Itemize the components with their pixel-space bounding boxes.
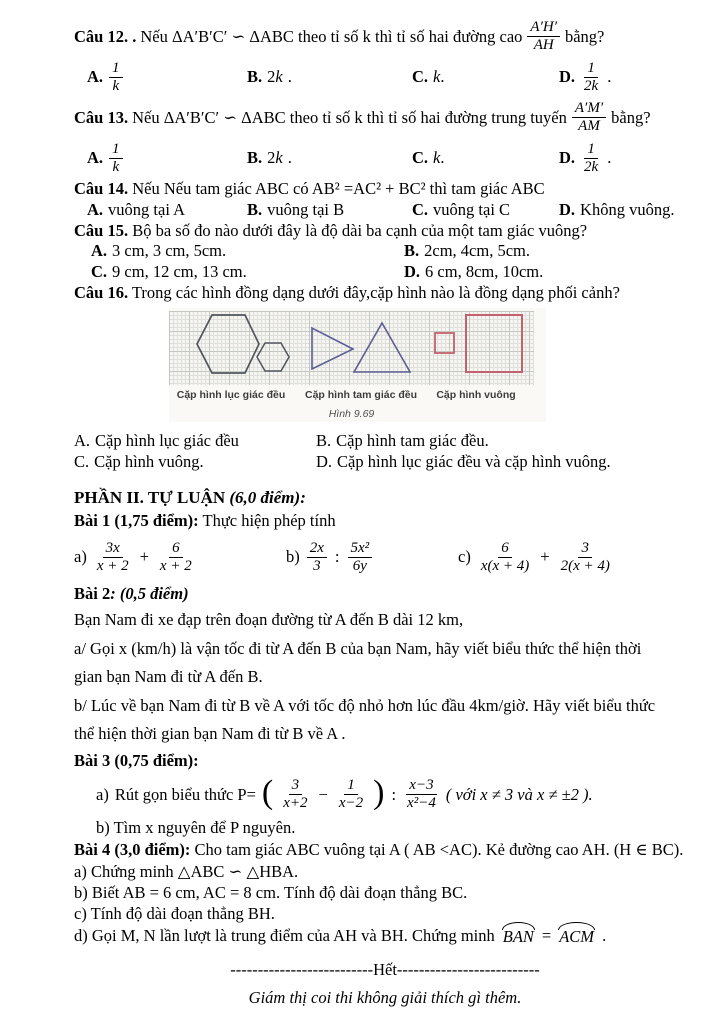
fraction-denominator: 2(x + 4)	[560, 557, 610, 574]
exercise-4-intro: Cho tam giác ABC vuông tại A ( AB <AC). Kẻ đường cao AH. (H ∈ BC).	[194, 839, 684, 859]
item-label: a)	[96, 784, 109, 804]
option-letter: B.	[247, 148, 263, 167]
option-letter: A.	[91, 241, 108, 260]
item-label: a)	[74, 547, 87, 566]
exercise-1-text: Thực hiện phép tính	[202, 511, 336, 530]
figure-caption: Hình 9.69	[328, 408, 375, 420]
option-letter: C.	[412, 67, 429, 86]
fraction	[93, 540, 133, 575]
option-b	[247, 57, 412, 97]
figure-labels	[169, 389, 546, 404]
option-letter: D.	[316, 452, 333, 471]
item-label: c)	[458, 547, 471, 566]
option-letter: B.	[316, 431, 332, 450]
fraction-numerator: 3	[578, 540, 592, 558]
operator: :	[334, 547, 340, 566]
exercise-2-line-4: b/ Lúc về bạn Nam đi từ B về A với tốc độ nhỏ hơn lúc đầu 4km/giờ. Hãy viết biểu thức	[74, 695, 656, 715]
exercise-4-item-a: a) Chứng minh △ABC ∽ △HBA.	[74, 861, 299, 881]
option-letter: D.	[559, 148, 576, 167]
exercise-2-points: : (0,5 điểm)	[110, 584, 189, 603]
item-label: b)	[286, 547, 300, 566]
fraction-denominator: x + 2	[159, 557, 192, 574]
option-c	[412, 57, 559, 97]
fraction	[335, 777, 367, 812]
option-a	[87, 138, 247, 178]
option-a	[87, 199, 247, 220]
option-text: Cặp hình vuông.	[94, 452, 204, 471]
question-15-options-row-2	[74, 262, 696, 283]
option-letter: A.	[87, 67, 104, 86]
grid-paper	[169, 311, 534, 385]
part-2-points: (6,0 điểm):	[229, 488, 306, 507]
fraction-numerator: 3x	[103, 540, 123, 558]
option-text: vuông tại B	[267, 199, 345, 219]
option-text: Cặp hình lục giác đều	[95, 431, 239, 450]
option-text: Cặp hình tam giác đều.	[336, 431, 489, 450]
question-14-text: Nếu Nếu tam giác ABC có AB² =AC² + BC² thì tam giác ABC	[132, 179, 545, 198]
fraction-denominator: x−2	[338, 795, 364, 811]
fraction-numerator: 1	[344, 777, 358, 795]
fraction-denominator: k	[112, 77, 120, 94]
exercise-4-item-b: b) Biết AB = 6 cm, AC = 8 cm. Tính độ dài đoạn thẳng BC.	[74, 882, 468, 902]
fraction-numerator: A′H′	[527, 19, 560, 37]
figure-shapes	[169, 311, 534, 385]
exercise-2	[74, 582, 696, 606]
option-text: Không vuông.	[580, 199, 675, 219]
exercise-3-item-a	[74, 773, 696, 817]
fraction-numerator: 6	[169, 540, 183, 558]
fraction-numerator: 1	[584, 60, 598, 78]
option-letter: A.	[87, 199, 104, 219]
fraction	[403, 777, 440, 812]
fraction	[306, 540, 328, 575]
division-colon: :	[391, 784, 397, 804]
period: .	[287, 148, 292, 167]
question-12-label: Câu 12. .	[74, 26, 137, 46]
option-letter: C.	[412, 148, 429, 167]
item-text: Rút gọn biểu thức P=	[114, 784, 256, 804]
fraction-1-2k	[580, 60, 602, 95]
option-letter: B.	[247, 67, 263, 86]
exercise-4	[74, 839, 696, 861]
option-value	[433, 148, 444, 168]
question-16-options-row-1	[74, 430, 696, 451]
question-14	[74, 178, 696, 199]
fraction-am	[571, 100, 607, 135]
fraction-denominator: x + 2	[96, 557, 129, 574]
large-hexagon-shape	[197, 315, 259, 373]
option-letter: B.	[247, 199, 263, 219]
option-d	[559, 57, 696, 97]
fraction-numerator: 5x²	[348, 540, 373, 558]
small-square-shape	[435, 333, 454, 353]
option-a	[74, 430, 316, 451]
close-paren: )	[373, 774, 385, 812]
fraction-numerator: 1	[584, 141, 598, 159]
option-text: vuông tại C	[433, 199, 511, 219]
option-letter: C.	[74, 452, 90, 471]
equals-sign: =	[541, 925, 552, 945]
fraction-denominator: AH	[533, 37, 554, 53]
option-letter: D.	[559, 67, 576, 86]
variable: k	[275, 67, 283, 86]
variable: k	[433, 148, 441, 167]
option-value	[433, 67, 444, 87]
exercise-2-line-5: thể hiện thời gian bạn Nam đi từ B về A .	[74, 724, 346, 743]
exercise-4-item-c: c) Tính độ dài đoạn thẳng BH.	[74, 903, 275, 923]
fraction-numerator: 1	[109, 141, 123, 159]
question-13-text-after: bằng?	[611, 107, 651, 127]
option-b	[247, 199, 412, 220]
fraction-numerator: A′M′	[572, 100, 606, 118]
option-a	[87, 57, 247, 97]
question-12	[74, 16, 696, 57]
angle-acm: ACM	[559, 926, 595, 946]
option-b	[404, 241, 696, 262]
coefficient: 2	[267, 67, 276, 86]
fraction-denominator: x²−4	[407, 795, 436, 811]
option-b	[316, 430, 696, 451]
triangle-pair-label: Cặp hình tam giác đều	[304, 389, 417, 401]
option-d	[559, 138, 696, 178]
item-text: d) Gọi M, N lần lượt là trung điểm của AH và BH. Chứng minh	[74, 925, 495, 945]
fraction	[477, 540, 533, 575]
question-16-options-row-2	[74, 451, 696, 472]
option-text: Cặp hình lục giác đều và cặp hình vuông.	[337, 452, 611, 471]
option-d	[316, 451, 696, 472]
fraction-denominator: 2k	[584, 77, 599, 94]
fraction-denominator: x(x + 4)	[480, 557, 530, 574]
exercise-4-label: Bài 4 (3,0 điểm):	[74, 839, 191, 859]
fraction-1-k	[108, 60, 124, 95]
option-text: 6 cm, 8cm, 10cm.	[425, 261, 544, 281]
large-square-shape	[466, 315, 522, 372]
option-d	[404, 262, 696, 283]
fraction-1-k	[108, 141, 124, 176]
question-15	[74, 220, 696, 241]
exercise-1	[74, 510, 696, 532]
option-value	[267, 148, 283, 168]
fraction-denominator: 2k	[584, 158, 599, 175]
fraction-denominator: 3	[313, 557, 321, 574]
angle-ban: BAN	[502, 926, 534, 946]
expression-b	[286, 540, 458, 575]
exercise-2-line-3: gian bạn Nam đi từ A đến B.	[74, 667, 263, 686]
proctor-note: Giám thị coi thi không giải thích gì thêm.	[248, 987, 522, 1007]
period: .	[287, 67, 292, 86]
option-c	[412, 138, 559, 178]
fraction-numerator: 2x	[307, 540, 327, 558]
question-13-text: Nếu ΔA′B′C′ ∽ ΔABC theo tỉ số k thì tỉ số hai đường trung tuyến	[132, 107, 567, 127]
exercise-3-label: Bài 3 (0,75 điểm):	[74, 750, 199, 770]
fraction-denominator: k	[112, 158, 120, 175]
period: .	[440, 148, 445, 167]
figure-hinh-9-69	[169, 308, 546, 422]
question-15-text: Bộ ba số đo nào dưới đây là độ dài ba cạnh của một tam giác vuông?	[132, 221, 588, 240]
option-text: 9 cm, 12 cm, 13 cm.	[112, 261, 247, 281]
question-15-options-row-1	[74, 241, 696, 262]
condition-text: ( với x ≠ 3 và x ≠ ±2 ).	[445, 784, 593, 804]
exercise-1-expressions	[74, 534, 696, 580]
expression-c	[458, 540, 696, 575]
option-text: 3 cm, 3 cm, 5cm.	[112, 241, 227, 260]
question-16	[74, 282, 696, 303]
fraction	[557, 540, 614, 575]
question-16-label: Câu 16.	[74, 283, 129, 302]
fraction-numerator: 3	[289, 777, 303, 795]
option-text: 2cm, 4cm, 5cm.	[424, 241, 530, 260]
question-13-options	[74, 138, 696, 178]
fraction-numerator: x−3	[406, 777, 436, 795]
operator: +	[139, 547, 149, 566]
variable: k	[275, 148, 283, 167]
expression-a	[74, 540, 286, 575]
question-12-text: Nếu ΔA′B′C′ ∽ ΔABC theo tỉ số k thì tỉ số hai đường cao	[140, 26, 523, 46]
option-value	[267, 67, 283, 87]
question-13	[74, 97, 696, 138]
fraction-ah	[526, 19, 561, 54]
option-letter: A.	[74, 431, 91, 450]
equilateral-triangle-shape	[354, 323, 410, 372]
exercise-2-label: Bài 2	[74, 584, 111, 603]
question-16-text: Trong các hình đồng dạng dưới đây,cặp hình nào là đồng dạng phối cảnh?	[131, 283, 620, 302]
option-letter: A.	[87, 148, 104, 167]
question-15-label: Câu 15.	[74, 221, 129, 240]
small-hexagon-shape	[257, 343, 289, 371]
fraction-denominator: AM	[578, 118, 600, 134]
option-d	[559, 199, 696, 220]
exercise-1-label: Bài 1 (1,75 điểm):	[74, 511, 199, 530]
coefficient: 2	[267, 148, 276, 167]
option-letter: C.	[412, 199, 429, 219]
option-c	[91, 262, 404, 283]
fraction-numerator: 6	[498, 540, 512, 558]
option-text: vuông tại A	[108, 199, 186, 219]
question-14-label: Câu 14.	[74, 179, 129, 198]
fraction	[156, 540, 196, 575]
part-2-heading	[74, 486, 696, 510]
period: .	[607, 67, 612, 86]
period: .	[602, 925, 607, 945]
option-letter: D.	[404, 261, 421, 281]
fraction	[279, 777, 311, 812]
question-12-text-after: bằng?	[564, 26, 605, 46]
fraction	[347, 540, 374, 575]
exercise-3-item-b: b) Tìm x nguyên để P nguyên.	[96, 817, 296, 837]
option-letter: B.	[404, 241, 420, 260]
fraction-denominator: 6y	[352, 557, 367, 574]
option-letter: C.	[91, 261, 108, 281]
open-paren: (	[261, 774, 274, 812]
minus-operator: −	[318, 784, 328, 804]
operator: +	[540, 547, 550, 566]
question-13-label: Câu 13.	[74, 107, 129, 127]
variable: k	[433, 67, 441, 86]
hexagon-pair-label: Cặp hình lục giác đều	[176, 389, 286, 401]
fraction-numerator: 1	[109, 60, 123, 78]
right-pointing-triangle-shape	[312, 328, 353, 369]
period: .	[440, 67, 445, 86]
option-letter: D.	[559, 199, 576, 219]
period: .	[607, 148, 612, 167]
fraction-denominator: x+2	[283, 795, 308, 811]
exercise-2-line-1: Bạn Nam đi xe đạp trên đoạn đường từ A đến B dài 12 km,	[74, 610, 464, 629]
question-14-options	[74, 199, 696, 220]
exercise-2-line-2: a/ Gọi x (km/h) là vận tốc đi từ A đến B của bạn Nam, hãy viết biểu thức thể hiện thời	[74, 638, 642, 658]
option-b	[247, 138, 412, 178]
option-a	[91, 241, 404, 262]
option-c	[412, 199, 559, 220]
square-pair-label: Cặp hình vuông	[436, 389, 516, 401]
option-c	[74, 451, 316, 472]
exercise-4-item-d	[74, 924, 696, 948]
fraction-1-2k	[580, 141, 602, 176]
end-marker: --------------------------Hết--------------------------	[230, 959, 540, 979]
question-12-options	[74, 57, 696, 97]
part-2-title: PHẦN II. TỰ LUẬN	[74, 488, 226, 507]
